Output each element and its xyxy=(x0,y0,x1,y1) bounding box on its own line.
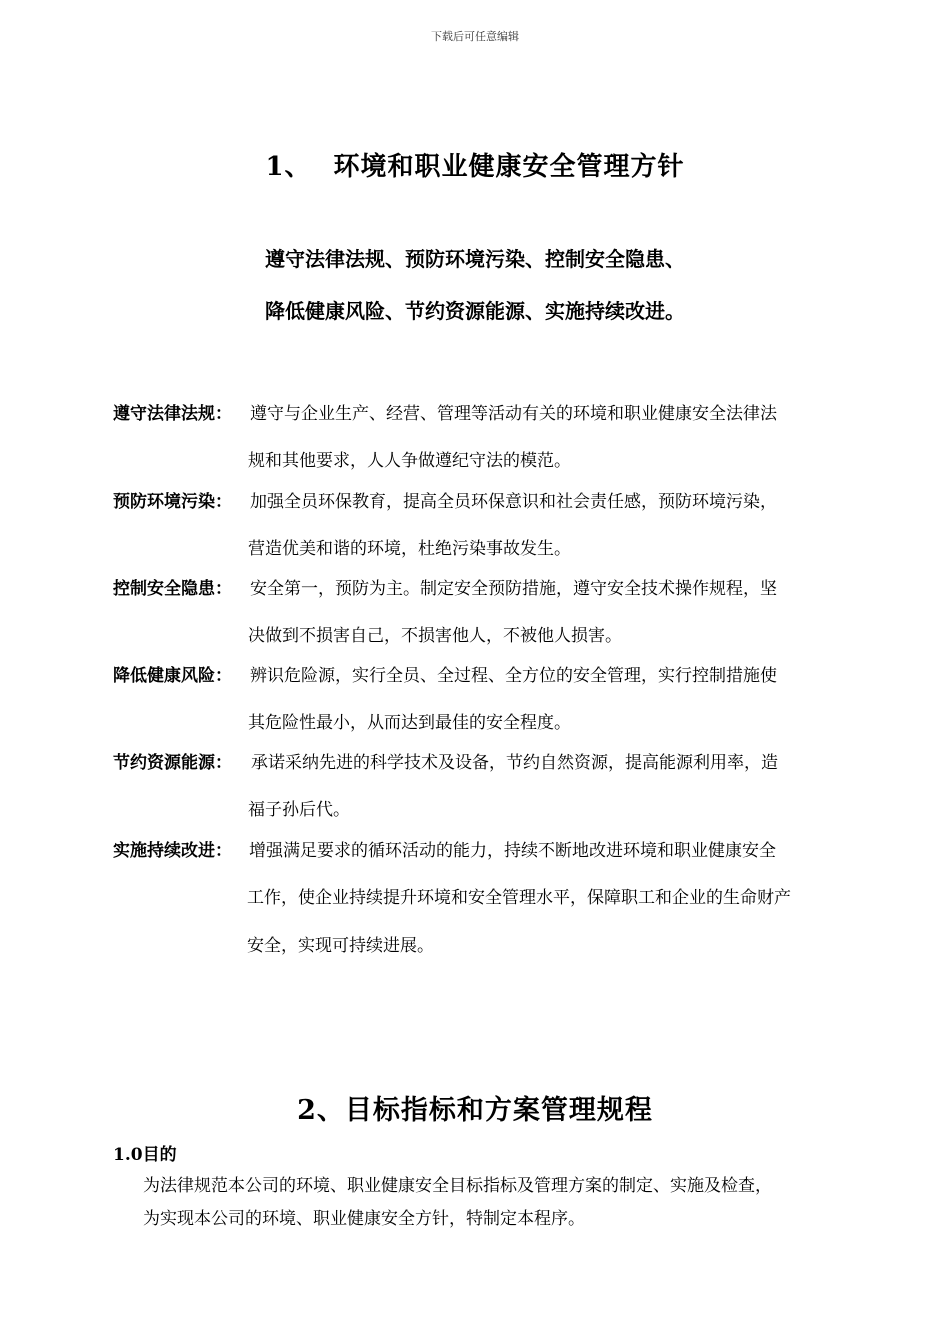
policy-desc-line: 遵守与企业生产、经营、管理等活动有关的环境和职业健康安全法律法 xyxy=(250,404,777,424)
policy-desc-line: 辨识危险源，实行全员、全过程、全方位的安全管理，实行控制措施使 xyxy=(250,666,777,686)
policy-term: 预防环境污染： xyxy=(113,492,232,512)
slogan-line-1: 遵守法律法规、预防环境污染、控制安全隐患、 xyxy=(265,247,685,271)
section1-number: 1、 xyxy=(265,152,312,182)
section1-title-text: 环境和职业健康安全管理方针 xyxy=(333,152,685,182)
policy-desc-line: 安全第一，预防为主。制定安全预防措施，遵守安全技术操作规程，坚 xyxy=(250,579,777,599)
policy-desc-line: 决做到不损害自己，不损害他人，不被他人损害。 xyxy=(248,626,622,646)
page-header: 下载后可任意编辑 xyxy=(431,30,519,43)
section2-title: 2、目标指标和方案管理规程 xyxy=(297,1095,653,1126)
policy-term: 降低健康风险： xyxy=(113,666,232,686)
policy-desc-line: 工作，使企业持续提升环境和安全管理水平，保障职工和企业的生命财产 xyxy=(247,888,791,908)
policy-desc-line: 福子孙后代。 xyxy=(248,800,350,820)
policy-desc-line: 加强全员环保教育，提高全员环保意识和社会责任感，预防环境污染， xyxy=(250,492,777,512)
policy-desc-line: 增强满足要求的循环活动的能力，持续不断地改进环境和职业健康安全 xyxy=(249,841,776,861)
policy-term: 实施持续改进： xyxy=(113,841,232,861)
policy-desc-line: 其危险性最小，从而达到最佳的安全程度。 xyxy=(248,713,571,733)
paragraph-line: 为法律规范本公司的环境、职业健康安全目标指标及管理方案的制定、实施及检查， xyxy=(143,1176,772,1196)
paragraph-line: 为实现本公司的环境、职业健康安全方针，特制定本程序。 xyxy=(143,1209,585,1229)
policy-term: 遵守法律法规： xyxy=(113,404,232,424)
policy-desc-line: 承诺采纳先进的科学技术及设备，节约自然资源，提高能源利用率，造 xyxy=(251,753,778,773)
sub-heading: 1.0目的 xyxy=(113,1145,177,1165)
section1-title xyxy=(0,146,950,183)
policy-term: 节约资源能源： xyxy=(113,753,232,773)
policy-desc-line: 营造优美和谐的环境，杜绝污染事故发生。 xyxy=(248,539,571,559)
policy-desc-line: 安全，实现可持续进展。 xyxy=(247,936,434,956)
policy-term: 控制安全隐患： xyxy=(113,579,232,599)
policy-desc-line: 规和其他要求，人人争做遵纪守法的模范。 xyxy=(248,451,571,471)
slogan-line-2: 降低健康风险、节约资源能源、实施持续改进。 xyxy=(265,299,685,323)
